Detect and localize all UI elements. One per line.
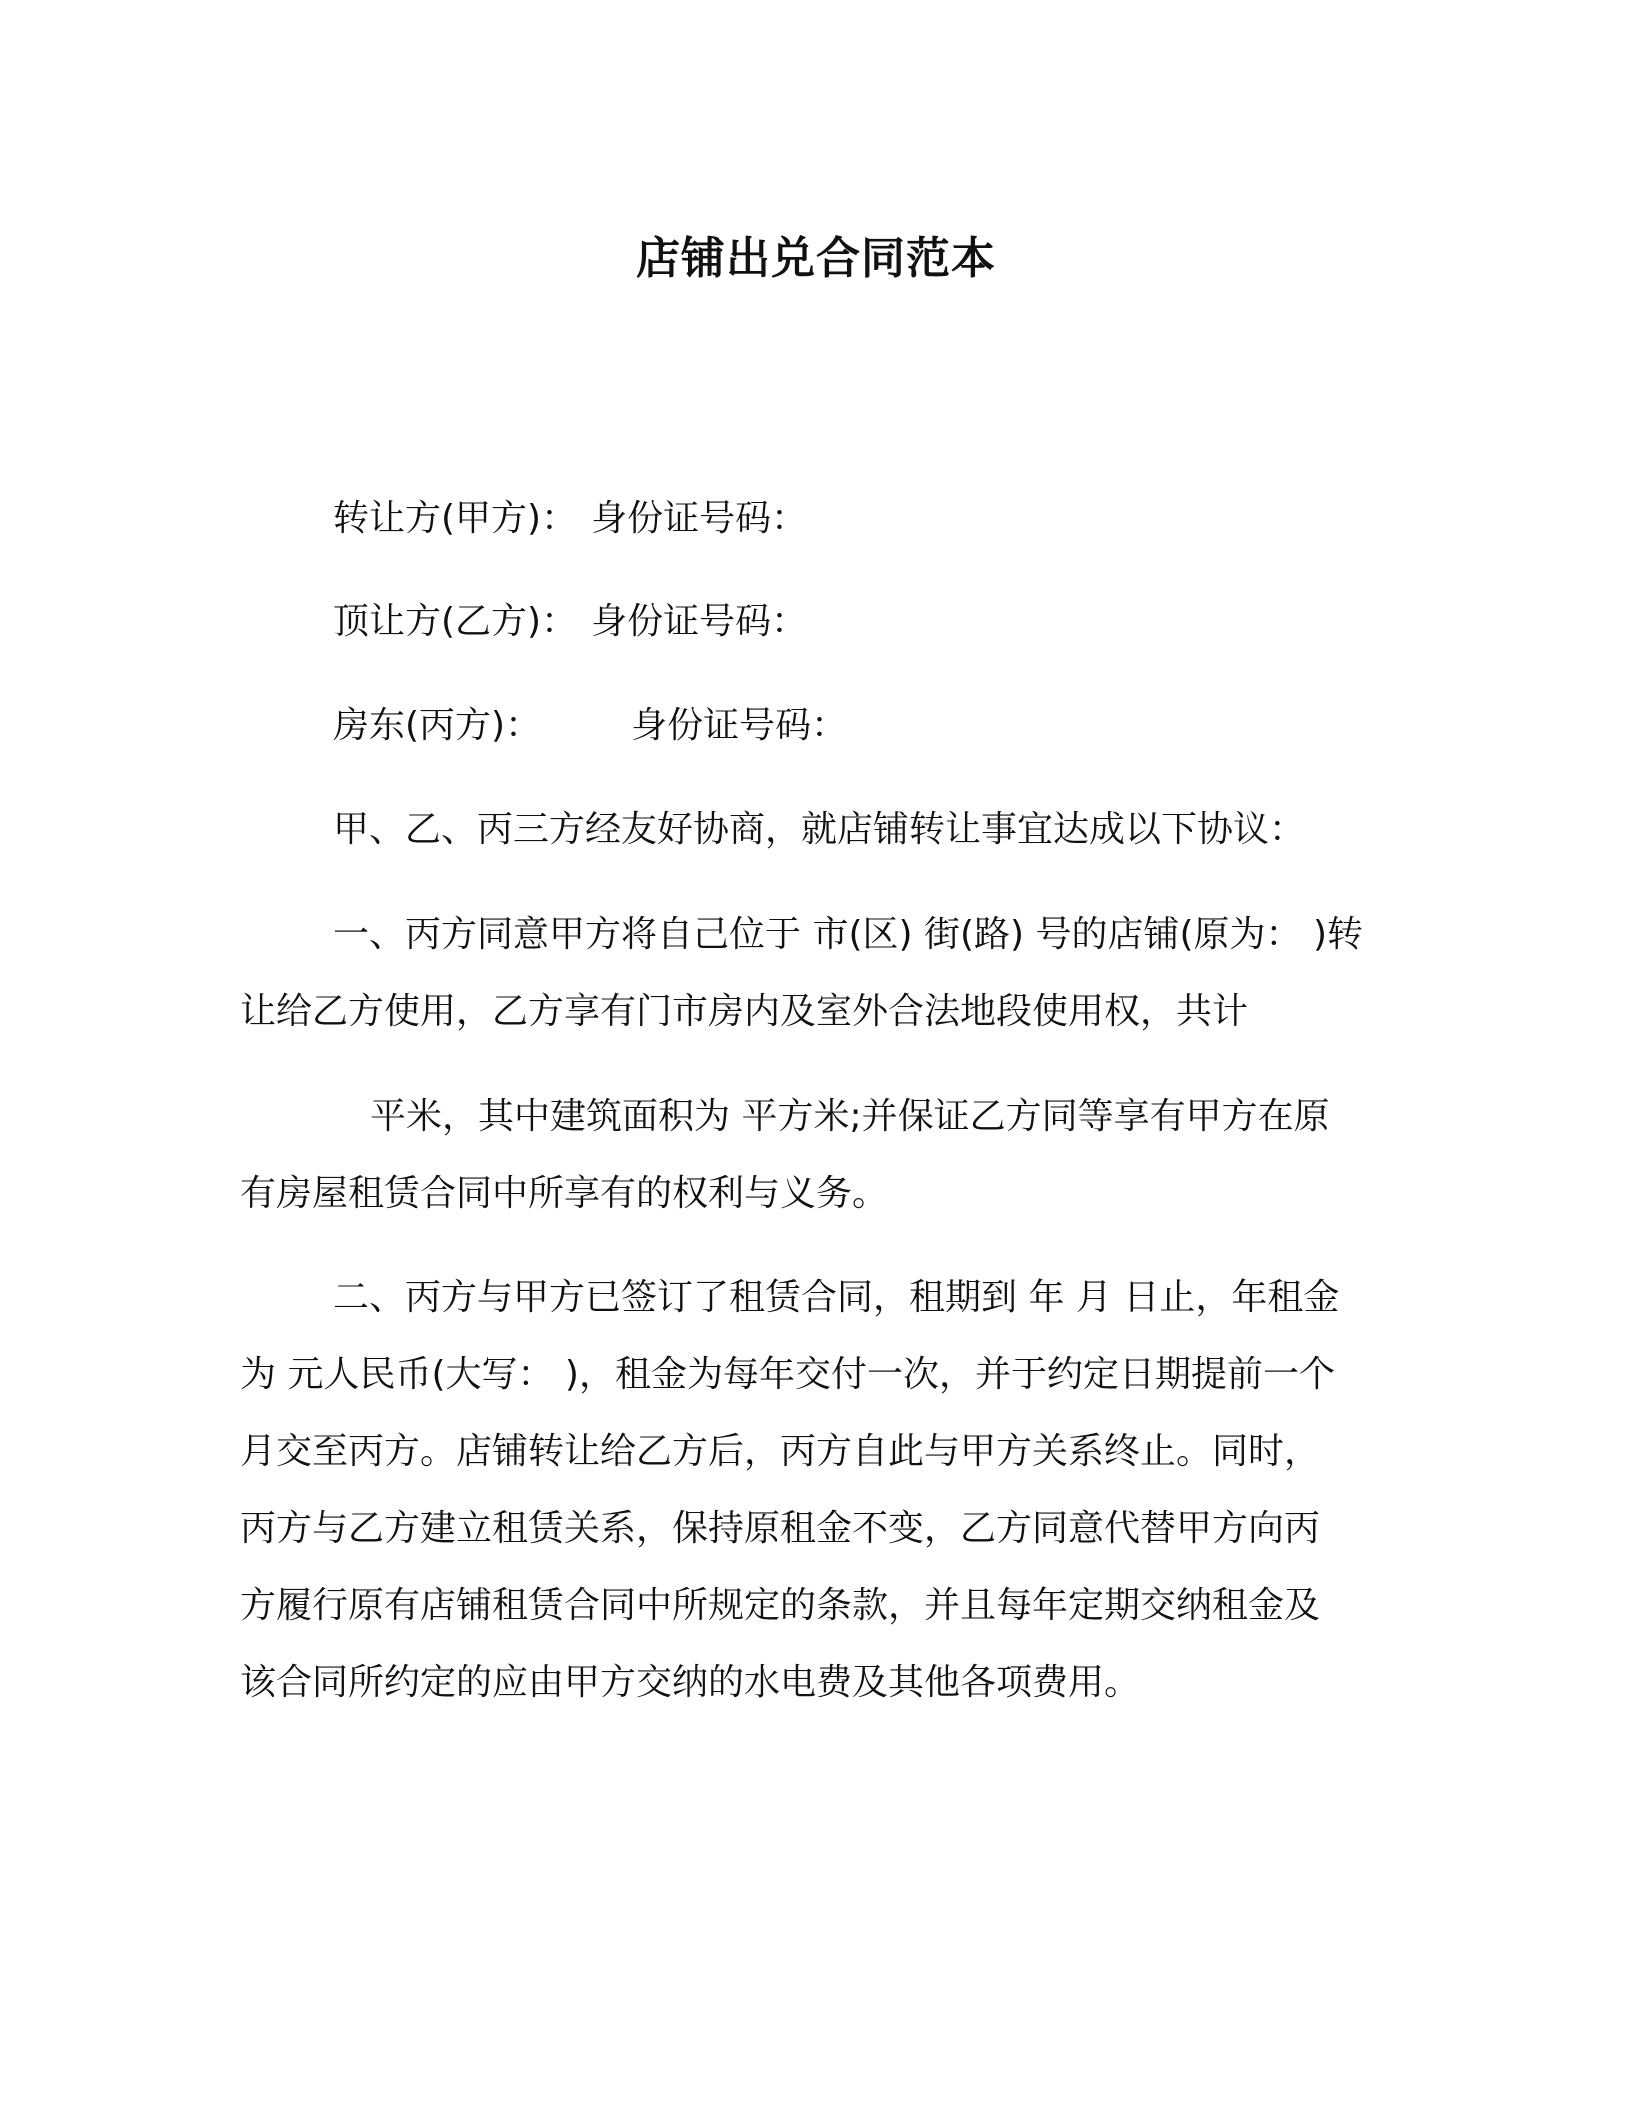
clause1-line-2: 让给乙方使用，乙方享有门市房内及室外合法地段使用权，共计 <box>240 991 1249 1032</box>
clause2-line-6: 该合同所约定的应由甲方交纳的水电费及其他各项费用。 <box>240 1662 1141 1703</box>
clause2-line-3: 月交至丙方。店铺转让给乙方后，丙方自此与甲方关系终止。同时， <box>240 1431 1321 1472</box>
party-landlord-label: 房东(丙方)： <box>333 705 542 746</box>
clause1-line-3: 平米，其中建筑面积为 平方米;并保证乙方同等享有甲方在原 <box>370 1096 1330 1137</box>
party-transferor-row <box>333 497 807 541</box>
clause2-line-2: 为 元人民币(大写： )，租金为每年交付一次，并于约定日期提前一个 <box>240 1354 1335 1395</box>
intro-paragraph: 甲、乙、丙三方经友好协商，就店铺转让事宜达成以下协议： <box>333 809 1306 850</box>
clause2-line-4: 丙方与乙方建立租赁关系，保持原租金不变，乙方同意代替甲方向丙 <box>240 1508 1321 1549</box>
party-transferor-id-label: 身份证号码： <box>591 498 808 539</box>
party-transferee-id-label: 身份证号码： <box>591 601 808 642</box>
clause2-line-5: 方履行原有店铺租赁合同中所规定的条款，并且每年定期交纳租金及 <box>240 1585 1321 1626</box>
clause2-line-1: 二、丙方与甲方已签订了租赁合同，租期到 年 月 日止，年租金 <box>333 1277 1340 1318</box>
party-transferor-label: 转让方(甲方)： <box>333 498 578 539</box>
party-landlord-row <box>333 704 847 748</box>
party-transferee-label: 顶让方(乙方)： <box>333 601 578 642</box>
clause1-line-4: 有房屋租赁合同中所享有的权利与义务。 <box>240 1173 889 1214</box>
party-transferee-row <box>333 600 807 644</box>
party-landlord-id-label: 身份证号码： <box>631 705 848 746</box>
clause1-line-1: 一、丙方同意甲方将自己位于 市(区) 街(路) 号的店铺(原为： )转 <box>333 914 1364 955</box>
document-title: 店铺出兑合同范本 <box>636 233 996 284</box>
